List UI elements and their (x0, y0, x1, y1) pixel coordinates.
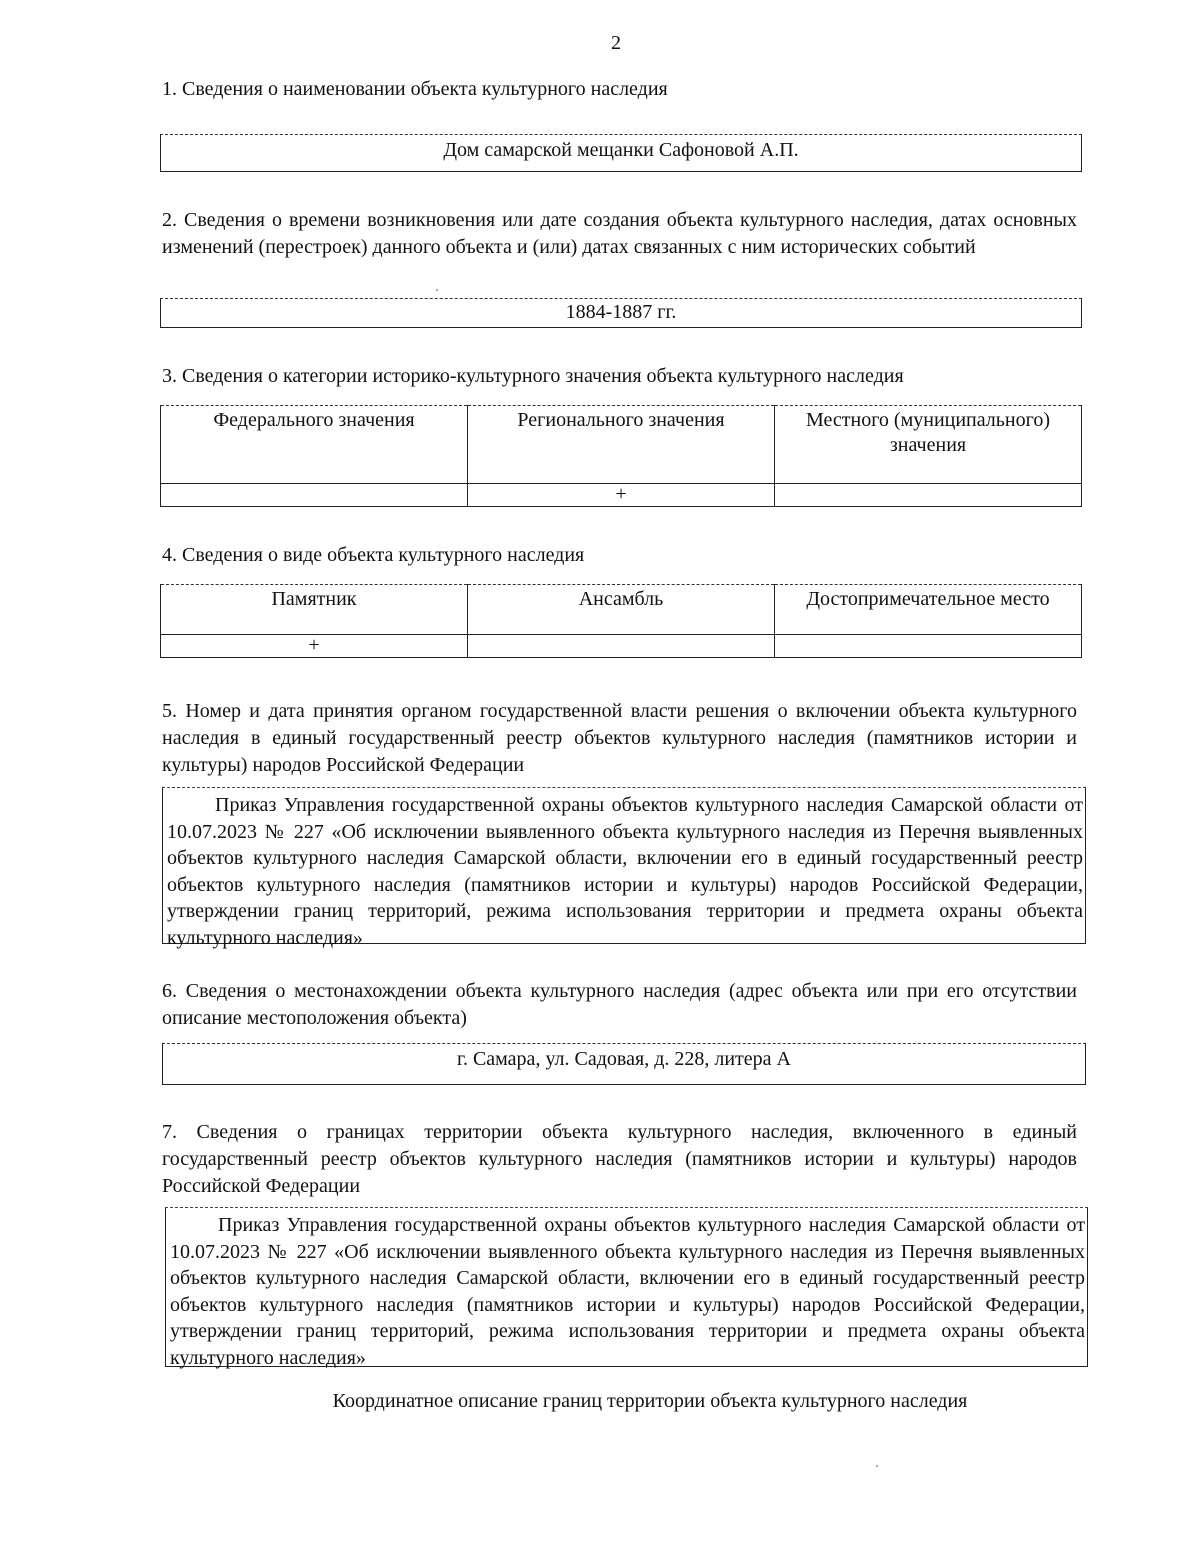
section-7-value: Приказ Управления государственной охраны объектов культурного наследия Самарской области от 10.07.2023 № 227 «Об исключении выявленного объекта культурного наследия из Перечня выявленных объектов культурного наследия Самарской области, включении его в единый государственный реестр объектов культурного наследия (памятников истории и культуры) народов Российской Федерации, утверждении границ территорий, режима использования территории и предмета охраны объекта культурного наследия» (165, 1207, 1088, 1367)
value-federal (161, 484, 468, 507)
section-2-heading: 2. Сведения о времени возникновения или дате создания объекта культурного наследия, датах основных изменений (перестроек) данного объекта и (или) датах связанных с ним исторических событий (162, 209, 1077, 258)
scan-speck (876, 1465, 878, 1467)
section-5-value: Приказ Управления государственной охраны объектов культурного наследия Самарской области от 10.07.2023 № 227 «Об исключении выявленного объекта культурного наследия из Перечня выявленных объектов культурного наследия Самарской области, включении его в единый государственный реестр объектов культурного наследия (памятников истории и культуры) народов Российской Федерации, утверждении границ территорий, режима использования территории и предмета охраны объекта культурного наследия» (162, 787, 1086, 944)
section-6-heading: 6. Сведения о местонахождении объекта культурного наследия (адрес объекта или при его отсутствии описание местоположения объекта) (162, 980, 1077, 1029)
column-ensemble: Ансамбль (468, 585, 775, 635)
section-2-value: 1884-1887 гг. (160, 298, 1082, 328)
section-7-heading: 7. Сведения о границах территории объекта культурного наследия, включенного в единый государственный реестр объектов культурного наследия (памятников истории и культуры) народов Российской Федерации (162, 1121, 1077, 1197)
coordinates-heading: Координатное описание границ территории объекта культурного наследия (332, 1390, 968, 1412)
section-4-heading: 4. Сведения о виде объекта культурного наследия (162, 544, 585, 566)
section-6-value: г. Самара, ул. Садовая, д. 228, литера А (162, 1043, 1086, 1085)
page-number: 2 (611, 32, 621, 54)
value-regional: + (468, 484, 775, 507)
significance-category-table (160, 405, 1082, 507)
value-local (775, 484, 1082, 507)
column-landmark: Достопримечательное место (775, 585, 1082, 635)
section-5-heading: 5. Номер и дата принятия органом государственной власти решения о включении объекта культурного наследия в единый государственный реестр объектов культурного наследия (памятников истории и культуры) народов Российской Федерации (162, 700, 1077, 776)
column-federal: Федерального значения (161, 406, 468, 484)
object-type-table (160, 584, 1082, 658)
section-3-heading: 3. Сведения о категории историко-культурного значения объекта культурного наследия (162, 365, 904, 387)
value-landmark (775, 635, 1082, 658)
column-regional: Регионального значения (468, 406, 775, 484)
section-1-heading: 1. Сведения о наименовании объекта культурного наследия (162, 78, 668, 100)
value-ensemble (468, 635, 775, 658)
value-monument: + (161, 635, 468, 658)
column-local: Местного (муниципального) значения (775, 406, 1082, 484)
scan-speck (436, 289, 438, 291)
section-1-value: Дом самарской мещанки Сафоновой А.П. (160, 134, 1082, 172)
column-monument: Памятник (161, 585, 468, 635)
